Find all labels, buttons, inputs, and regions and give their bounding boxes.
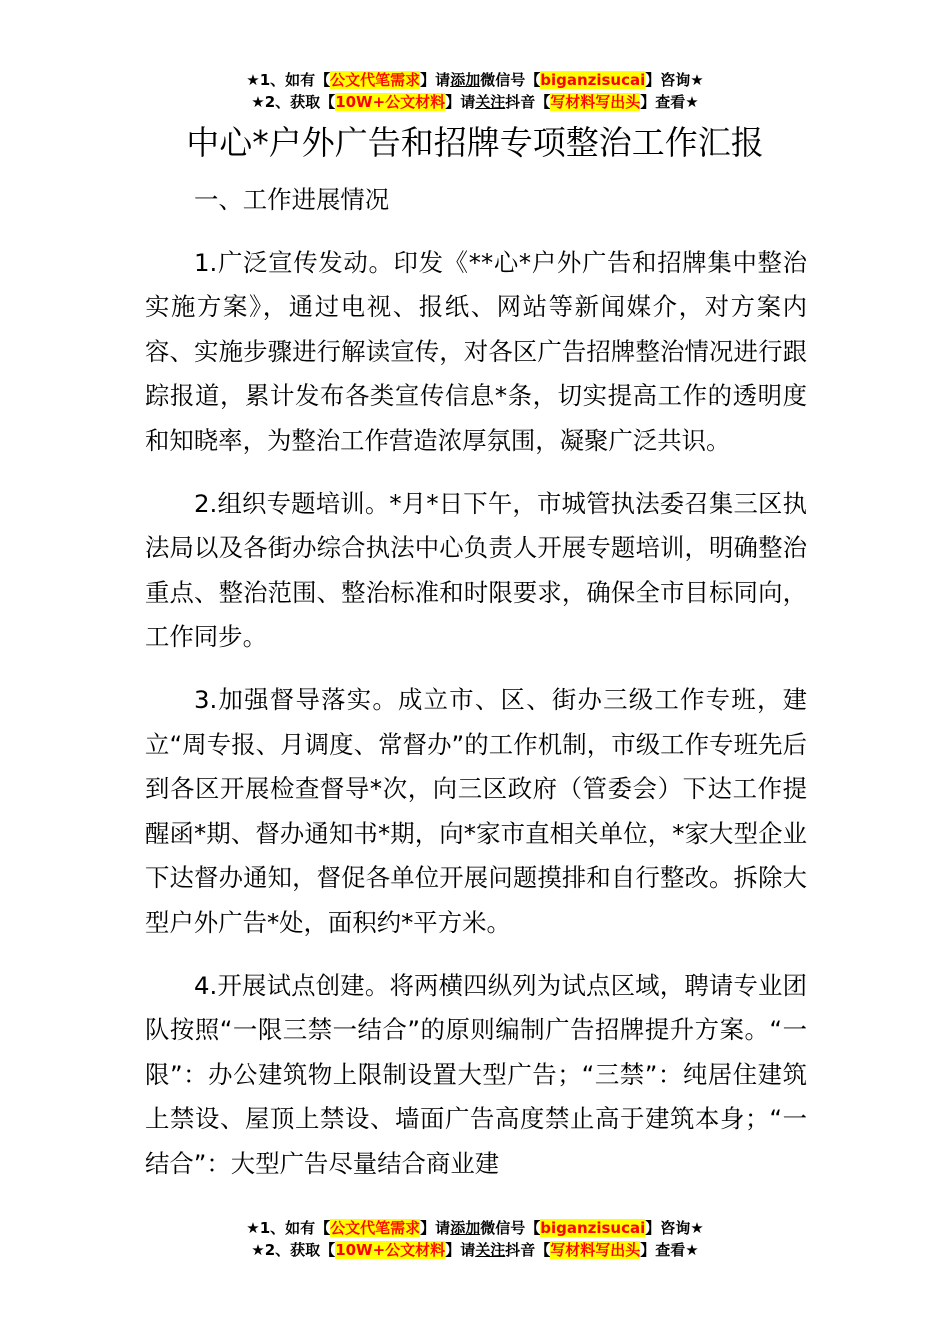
document-title: 中心*户外广告和招牌专项整治工作汇报 xyxy=(186,123,764,162)
promo-text: 】查看★ xyxy=(640,93,699,111)
promo-text: 微信号【 xyxy=(480,71,541,89)
bottom-promo-banner xyxy=(0,1217,950,1261)
promo-line-2 xyxy=(0,1239,950,1261)
promo-text: 抖音【 xyxy=(505,93,551,111)
paragraph-3: 3.加强督导落实。成立市、区、街办三级工作专班，建立“周专报、月调度、常督办”的工作机制，市级工作专班先后到各区开展检查督导*次，向三区政府（管委会）下达工作提醒函*期、督办通知书*期，向*家市直相关单位，*家大型企业下达督办通知，督促各单位开展问题摸排和自行整改。拆除大型户外广告*处，面积约*平方米。 xyxy=(145,684,807,937)
promo-douyin-id: 写材料写出头 xyxy=(550,1241,641,1259)
paragraph-4: 4.开展试点创建。将两横四纵列为试点区域，聘请专业团队按照“一限三禁一结合”的原则编制广告招牌提升方案。“一限”：办公建筑物上限制设置大型广告；“三禁”：纯居住建筑上禁设、屋顶上禁设、墙面广告高度禁止高于建筑本身；“一结合”：大型广告尽量结合商业建 xyxy=(145,970,807,1178)
promo-text: ★2、获取【 xyxy=(251,93,336,111)
promo-text: 】咨询★ xyxy=(645,71,704,89)
promo-text: ★2、获取【 xyxy=(251,1241,336,1259)
promo-wechat-id: biganzisucai xyxy=(540,71,646,89)
top-promo-banner xyxy=(0,69,950,113)
section-heading: 一、工作进展情况 xyxy=(194,185,390,214)
promo-wechat-id: biganzisucai xyxy=(540,1219,646,1237)
promo-highlight: 公文代笔需求 xyxy=(330,71,421,89)
paragraph-1: 1.广泛宣传发动。印发《**心*户外广告和招牌集中整治实施方案》，通过电视、报纸、网站等新闻媒介，对方案内容、实施步骤进行解读宣传，对各区广告招牌整治情况进行跟踪报道，累计发布各类宣传信息*条，切实提高工作的透明度和知晓率，为整治工作营造浓厚氛围，凝聚广泛共识。 xyxy=(145,247,807,455)
promo-text: 微信号【 xyxy=(480,1219,541,1237)
promo-underline: 关注 xyxy=(475,93,506,111)
promo-underline: 关注 xyxy=(475,1241,506,1259)
promo-line-1 xyxy=(0,69,950,91)
promo-text: 抖音【 xyxy=(505,1241,551,1259)
promo-highlight: 10W+公文材料 xyxy=(335,93,446,111)
promo-text: 】请 xyxy=(420,1219,451,1237)
promo-line-2 xyxy=(0,91,950,113)
promo-text: 】请 xyxy=(445,93,476,111)
paragraph-2: 2.组织专题培训。*月*日下午，市城管执法委召集三区执法局以及各街办综合执法中心负责人开展专题培训，明确整治重点、整治范围、整治标准和时限要求，确保全市目标同向，工作同步。 xyxy=(145,488,807,652)
promo-text: 】请 xyxy=(420,71,451,89)
promo-text: ★1、如有【 xyxy=(246,71,331,89)
promo-highlight: 公文代笔需求 xyxy=(330,1219,421,1237)
promo-text: ★1、如有【 xyxy=(246,1219,331,1237)
document-body xyxy=(145,178,807,1204)
promo-text: 】咨询★ xyxy=(645,1219,704,1237)
promo-line-1 xyxy=(0,1217,950,1239)
promo-highlight: 10W+公文材料 xyxy=(335,1241,446,1259)
promo-underline: 添加 xyxy=(450,71,481,89)
promo-underline: 添加 xyxy=(450,1219,481,1237)
promo-douyin-id: 写材料写出头 xyxy=(550,93,641,111)
promo-text: 】查看★ xyxy=(640,1241,699,1259)
promo-text: 】请 xyxy=(445,1241,476,1259)
